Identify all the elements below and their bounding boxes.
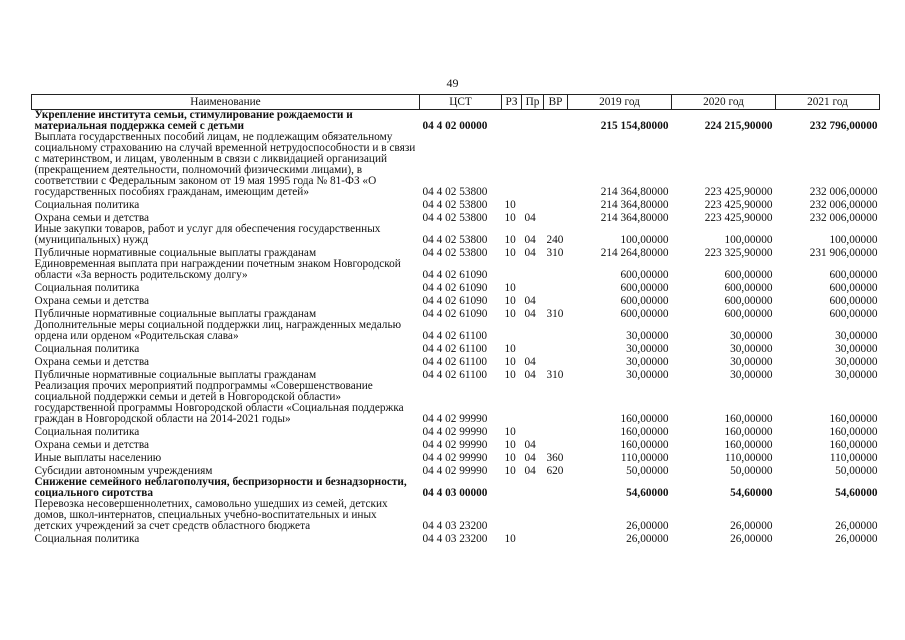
- cell-2020: 223 425,90000: [704, 199, 773, 211]
- cell-name: Охрана семьи и детства: [34, 356, 150, 368]
- cell-2020: 600,00000: [724, 269, 773, 281]
- cell-name: Социальная политика: [34, 533, 140, 545]
- cell-2021: 100,00000: [829, 234, 878, 246]
- table-row: [32, 342, 880, 355]
- cell-cst: 04 4 02 53800: [422, 186, 488, 198]
- cell-vr: 310: [546, 247, 564, 259]
- cell-cst: 04 4 02 00000: [422, 120, 488, 132]
- cell-name: Охрана семьи и детства: [34, 295, 150, 307]
- cell-pr: 04: [524, 212, 536, 224]
- table-body: [32, 110, 880, 546]
- cell-2019: 214 364,80000: [600, 199, 669, 211]
- cell-vr: [544, 342, 568, 355]
- cell-2021: 600,00000: [829, 295, 878, 307]
- cell-2019: 600,00000: [620, 295, 669, 307]
- cell-pr: 04: [524, 452, 536, 464]
- header-vr: ВР: [544, 95, 568, 110]
- cell-rz: [502, 381, 522, 425]
- table-row: [32, 477, 880, 499]
- cell-vr: [544, 110, 568, 133]
- cell-2020: 30,00000: [730, 330, 773, 342]
- cell-2019: 214 264,80000: [600, 247, 669, 259]
- table-row: [32, 425, 880, 438]
- cell-rz: 10: [504, 247, 516, 259]
- table-row: [32, 110, 880, 133]
- cell-2020: 223 425,90000: [704, 212, 773, 224]
- cell-vr: 310: [546, 308, 564, 320]
- cell-rz: [502, 477, 522, 499]
- table-row: [32, 132, 880, 198]
- cell-2021: 30,00000: [835, 343, 878, 355]
- cell-pr: [522, 381, 544, 425]
- cell-2021: 30,00000: [835, 330, 878, 342]
- cell-cst: 04 4 02 53800: [422, 234, 488, 246]
- cell-2021: 232 796,00000: [809, 120, 878, 132]
- cell-2020: 160,00000: [724, 413, 773, 425]
- cell-2019: 160,00000: [620, 426, 669, 438]
- cell-name: Публичные нормативные социальные выплаты гражданам: [34, 308, 317, 320]
- cell-pr: [522, 110, 544, 133]
- cell-2021: 232 006,00000: [809, 199, 878, 211]
- cell-pr: [522, 259, 544, 281]
- cell-cst: 04 4 02 53800: [422, 199, 488, 211]
- table-row: [32, 532, 880, 545]
- cell-rz: 10: [504, 452, 516, 464]
- cell-2019: 50,00000: [626, 465, 669, 477]
- cell-vr: [544, 381, 568, 425]
- cell-pr: 04: [524, 234, 536, 246]
- table-header-row: [32, 95, 880, 110]
- table-row: [32, 198, 880, 211]
- cell-pr: [522, 477, 544, 499]
- cell-pr: [522, 532, 544, 545]
- header-2019: 2019 год: [568, 95, 672, 110]
- cell-vr: [544, 532, 568, 545]
- cell-2019: 30,00000: [626, 356, 669, 368]
- cell-2021: 232 006,00000: [809, 212, 878, 224]
- cell-name: Единовременная выплата при награждении почетным знаком Новгородской области «За верность родительскому долгу»: [34, 258, 401, 281]
- cell-2019: 54,60000: [626, 487, 669, 499]
- cell-2020: 50,00000: [730, 465, 773, 477]
- cell-vr: [544, 198, 568, 211]
- cell-vr: [544, 211, 568, 224]
- table-row: [32, 224, 880, 246]
- cell-2020: 26,00000: [730, 533, 773, 545]
- cell-pr: [522, 499, 544, 532]
- cell-cst: 04 4 02 99990: [422, 426, 488, 438]
- cell-rz: 10: [504, 282, 516, 294]
- cell-2021: 600,00000: [829, 269, 878, 281]
- cell-rz: [502, 320, 522, 342]
- cell-pr: [522, 425, 544, 438]
- cell-rz: 10: [504, 308, 516, 320]
- cell-cst: 04 4 02 61100: [422, 330, 488, 342]
- cell-rz: [502, 132, 522, 198]
- cell-2019: 600,00000: [620, 269, 669, 281]
- cell-cst: 04 4 03 23200: [422, 533, 488, 545]
- cell-2019: 110,00000: [620, 452, 669, 464]
- cell-2019: 100,00000: [620, 234, 669, 246]
- cell-vr: [544, 294, 568, 307]
- cell-2021: 110,00000: [829, 452, 878, 464]
- cell-pr: [522, 132, 544, 198]
- cell-2021: 160,00000: [829, 426, 878, 438]
- cell-2020: 26,00000: [730, 520, 773, 532]
- table-row: [32, 438, 880, 451]
- cell-cst: 04 4 03 23200: [422, 520, 488, 532]
- cell-name: Публичные нормативные социальные выплаты гражданам: [34, 247, 317, 259]
- header-2020: 2020 год: [672, 95, 776, 110]
- cell-name: Выплата государственных пособий лицам, не подлежащим обязательному социальному страхованию на случай временной нетрудоспособности и в связи с материнством, и лицам, уволенным в связи с ликвидацией организаций (прекращением деятельности, полномочий физическими лицами), в соответствии с Федеральным законом от 19 мая 1995 года № 81-ФЗ «О государственных пособиях гражданам, имеющим детей»: [34, 131, 416, 198]
- cell-2019: 214 364,80000: [600, 186, 669, 198]
- cell-name: Охрана семьи и детства: [34, 439, 150, 451]
- cell-2019: 26,00000: [626, 533, 669, 545]
- header-pr: Пр: [522, 95, 544, 110]
- header-name: Наименование: [32, 95, 420, 110]
- table-row: [32, 499, 880, 532]
- cell-vr: 310: [546, 369, 564, 381]
- cell-2020: 30,00000: [730, 356, 773, 368]
- cell-vr: 360: [546, 452, 564, 464]
- cell-cst: 04 4 02 99990: [422, 465, 488, 477]
- budget-table: [31, 94, 880, 545]
- cell-cst: 04 4 02 61090: [422, 295, 488, 307]
- cell-2021: 600,00000: [829, 282, 878, 294]
- cell-2020: 600,00000: [724, 295, 773, 307]
- cell-cst: 04 4 02 61090: [422, 308, 488, 320]
- cell-2019: 160,00000: [620, 439, 669, 451]
- cell-rz: 10: [504, 533, 516, 545]
- cell-rz: 10: [504, 199, 516, 211]
- cell-pr: 04: [524, 369, 536, 381]
- cell-name: Социальная политика: [34, 343, 140, 355]
- cell-name: Перевозка несовершеннолетних, самовольно ушедших из семей, детских домов, школ-интернатов, специальных учебно-воспитательных и иных детских учреждений за счет средств областного бюджета: [34, 498, 388, 532]
- cell-cst: 04 4 02 61090: [422, 269, 488, 281]
- header-2021: 2021 год: [776, 95, 880, 110]
- cell-rz: 10: [504, 369, 516, 381]
- cell-2020: 54,60000: [730, 487, 773, 499]
- cell-rz: 10: [504, 234, 516, 246]
- cell-2021: 26,00000: [835, 533, 878, 545]
- cell-name: Дополнительные меры социальной поддержки лиц, награжденных медалью ордена или орденом «Родительская слава»: [34, 319, 402, 342]
- cell-2019: 600,00000: [620, 308, 669, 320]
- cell-name: Снижение семейного неблагополучия, беспризорности и безнадзорности, социального сиротства: [34, 476, 407, 499]
- table-row: [32, 451, 880, 464]
- cell-2021: 50,00000: [835, 465, 878, 477]
- cell-pr: 04: [524, 356, 536, 368]
- cell-vr: [544, 477, 568, 499]
- cell-vr: [544, 425, 568, 438]
- cell-pr: [522, 320, 544, 342]
- cell-pr: [522, 281, 544, 294]
- cell-cst: 04 4 02 99990: [422, 413, 488, 425]
- cell-cst: 04 4 02 61100: [422, 369, 488, 381]
- cell-pr: 04: [524, 308, 536, 320]
- cell-2019: 30,00000: [626, 343, 669, 355]
- cell-2021: 26,00000: [835, 520, 878, 532]
- cell-name: Социальная политика: [34, 282, 140, 294]
- cell-2021: 30,00000: [835, 369, 878, 381]
- cell-vr: [544, 499, 568, 532]
- cell-rz: 10: [504, 356, 516, 368]
- cell-rz: 10: [504, 343, 516, 355]
- cell-2019: 26,00000: [626, 520, 669, 532]
- cell-2020: 223 425,90000: [704, 186, 773, 198]
- table-row: [32, 320, 880, 342]
- page-number: 49: [446, 76, 459, 90]
- cell-2021: 160,00000: [829, 439, 878, 451]
- cell-rz: 10: [504, 295, 516, 307]
- cell-name: Социальная политика: [34, 199, 140, 211]
- cell-vr: [544, 281, 568, 294]
- cell-name: Публичные нормативные социальные выплаты гражданам: [34, 369, 317, 381]
- cell-2021: 54,60000: [835, 487, 878, 499]
- cell-vr: 620: [546, 465, 564, 477]
- table-row: [32, 294, 880, 307]
- table-row: [32, 355, 880, 368]
- table-row: [32, 281, 880, 294]
- cell-2020: 223 325,90000: [704, 247, 773, 259]
- cell-pr: 04: [524, 295, 536, 307]
- cell-2019: 30,00000: [626, 330, 669, 342]
- cell-cst: 04 4 02 99990: [422, 439, 488, 451]
- cell-2019: 215 154,80000: [600, 120, 669, 132]
- cell-2021: 600,00000: [829, 308, 878, 320]
- cell-2020: 224 215,90000: [704, 120, 773, 132]
- cell-2019: 160,00000: [620, 413, 669, 425]
- cell-name: Иные выплаты населению: [34, 452, 162, 464]
- cell-2020: 600,00000: [724, 308, 773, 320]
- cell-cst: 04 4 02 53800: [422, 212, 488, 224]
- cell-name: Укрепление института семьи, стимулирование рождаемости и материальная поддержка семей с детьми: [34, 109, 353, 132]
- cell-2020: 160,00000: [724, 439, 773, 451]
- cell-rz: [502, 259, 522, 281]
- cell-name: Реализация прочих мероприятий подпрограммы «Совершенствование социальной поддержки семьи и детей в Новгородской области» государственной программы Новгородской области «Социальная поддержка граждан в Новгородской области на 2014-2021 годы»: [34, 380, 404, 425]
- cell-pr: 04: [524, 439, 536, 451]
- cell-rz: 10: [504, 212, 516, 224]
- table-row: [32, 259, 880, 281]
- cell-pr: [522, 342, 544, 355]
- cell-rz: 10: [504, 465, 516, 477]
- cell-2020: 30,00000: [730, 343, 773, 355]
- cell-vr: [544, 355, 568, 368]
- cell-2021: 232 006,00000: [809, 186, 878, 198]
- cell-2019: 30,00000: [626, 369, 669, 381]
- header-cst: ЦСТ: [420, 95, 502, 110]
- cell-2019: 600,00000: [620, 282, 669, 294]
- cell-cst: 04 4 02 99990: [422, 452, 488, 464]
- cell-cst: 04 4 02 61100: [422, 343, 488, 355]
- cell-vr: [544, 320, 568, 342]
- cell-vr: [544, 438, 568, 451]
- cell-pr: 04: [524, 247, 536, 259]
- table-row: [32, 381, 880, 425]
- cell-2021: 160,00000: [829, 413, 878, 425]
- cell-name: Социальная политика: [34, 426, 140, 438]
- cell-2020: 600,00000: [724, 282, 773, 294]
- cell-rz: [502, 499, 522, 532]
- cell-2020: 160,00000: [724, 426, 773, 438]
- cell-cst: 04 4 02 53800: [422, 247, 488, 259]
- cell-cst: 04 4 02 61090: [422, 282, 488, 294]
- cell-2020: 30,00000: [730, 369, 773, 381]
- cell-name: Охрана семьи и детства: [34, 212, 150, 224]
- cell-pr: [522, 198, 544, 211]
- cell-vr: [544, 132, 568, 198]
- cell-vr: 240: [546, 234, 564, 246]
- cell-2021: 231 906,00000: [809, 247, 878, 259]
- cell-cst: 04 4 02 61100: [422, 356, 488, 368]
- cell-rz: 10: [504, 439, 516, 451]
- cell-name: Субсидии автономным учреждениям: [34, 465, 213, 477]
- cell-2021: 30,00000: [835, 356, 878, 368]
- cell-2020: 110,00000: [724, 452, 773, 464]
- cell-2020: 100,00000: [724, 234, 773, 246]
- cell-vr: [544, 259, 568, 281]
- cell-rz: 10: [504, 426, 516, 438]
- cell-pr: 04: [524, 465, 536, 477]
- cell-rz: [502, 110, 522, 133]
- cell-name: Иные закупки товаров, работ и услуг для обеспечения государственных (муниципальных) нужд: [34, 223, 381, 246]
- cell-cst: 04 4 03 00000: [422, 487, 488, 499]
- cell-2019: 214 364,80000: [600, 212, 669, 224]
- header-rz: РЗ: [502, 95, 522, 110]
